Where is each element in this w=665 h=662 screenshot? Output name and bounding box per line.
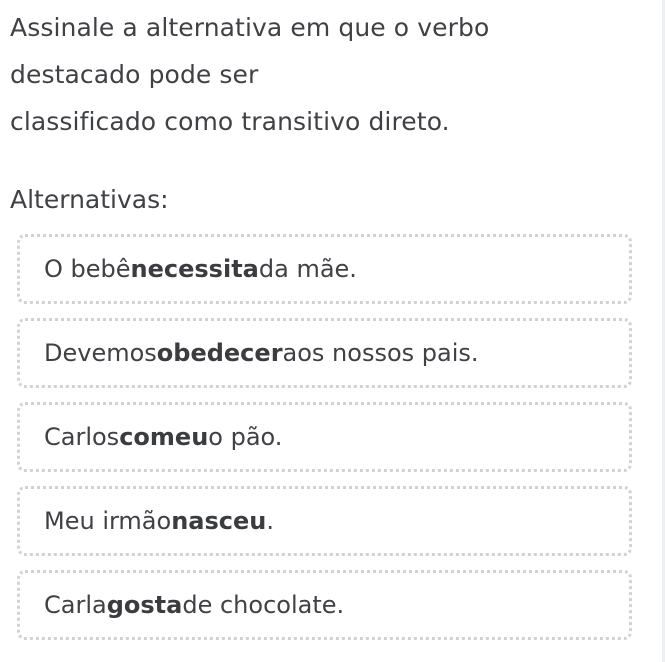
option-text-before: Devemos: [44, 339, 157, 367]
option-verb: necessita: [130, 255, 259, 283]
option-1[interactable]: [17, 234, 632, 304]
option-text-before: Carlos: [44, 423, 120, 451]
option-text-after: aos nossos pais.: [282, 339, 479, 367]
alternatives-heading: Alternativas:: [10, 185, 169, 214]
option-2[interactable]: [17, 318, 632, 388]
option-verb: nasceu: [171, 507, 267, 535]
question-text: [10, 4, 610, 145]
option-4[interactable]: [17, 486, 632, 556]
option-text-after: o pão.: [208, 423, 283, 451]
option-text-before: Carla: [44, 591, 107, 619]
option-3[interactable]: [17, 402, 632, 472]
option-text-after: de chocolate.: [182, 591, 345, 619]
option-verb: obedecer: [156, 339, 283, 367]
option-text-after: .: [266, 507, 274, 535]
option-verb: gosta: [106, 591, 183, 619]
question-line: Assinale a alternativa em que o verbo: [10, 13, 490, 42]
option-5[interactable]: [17, 570, 632, 640]
option-text-before: O bebê: [44, 255, 131, 283]
options-list: [17, 234, 632, 654]
option-text-after: da mãe.: [258, 255, 357, 283]
option-text-before: Meu irmão: [44, 507, 172, 535]
question-line: destacado pode ser: [10, 60, 259, 89]
option-verb: comeu: [119, 423, 209, 451]
question-line: classificado como transitivo direto.: [10, 107, 450, 136]
